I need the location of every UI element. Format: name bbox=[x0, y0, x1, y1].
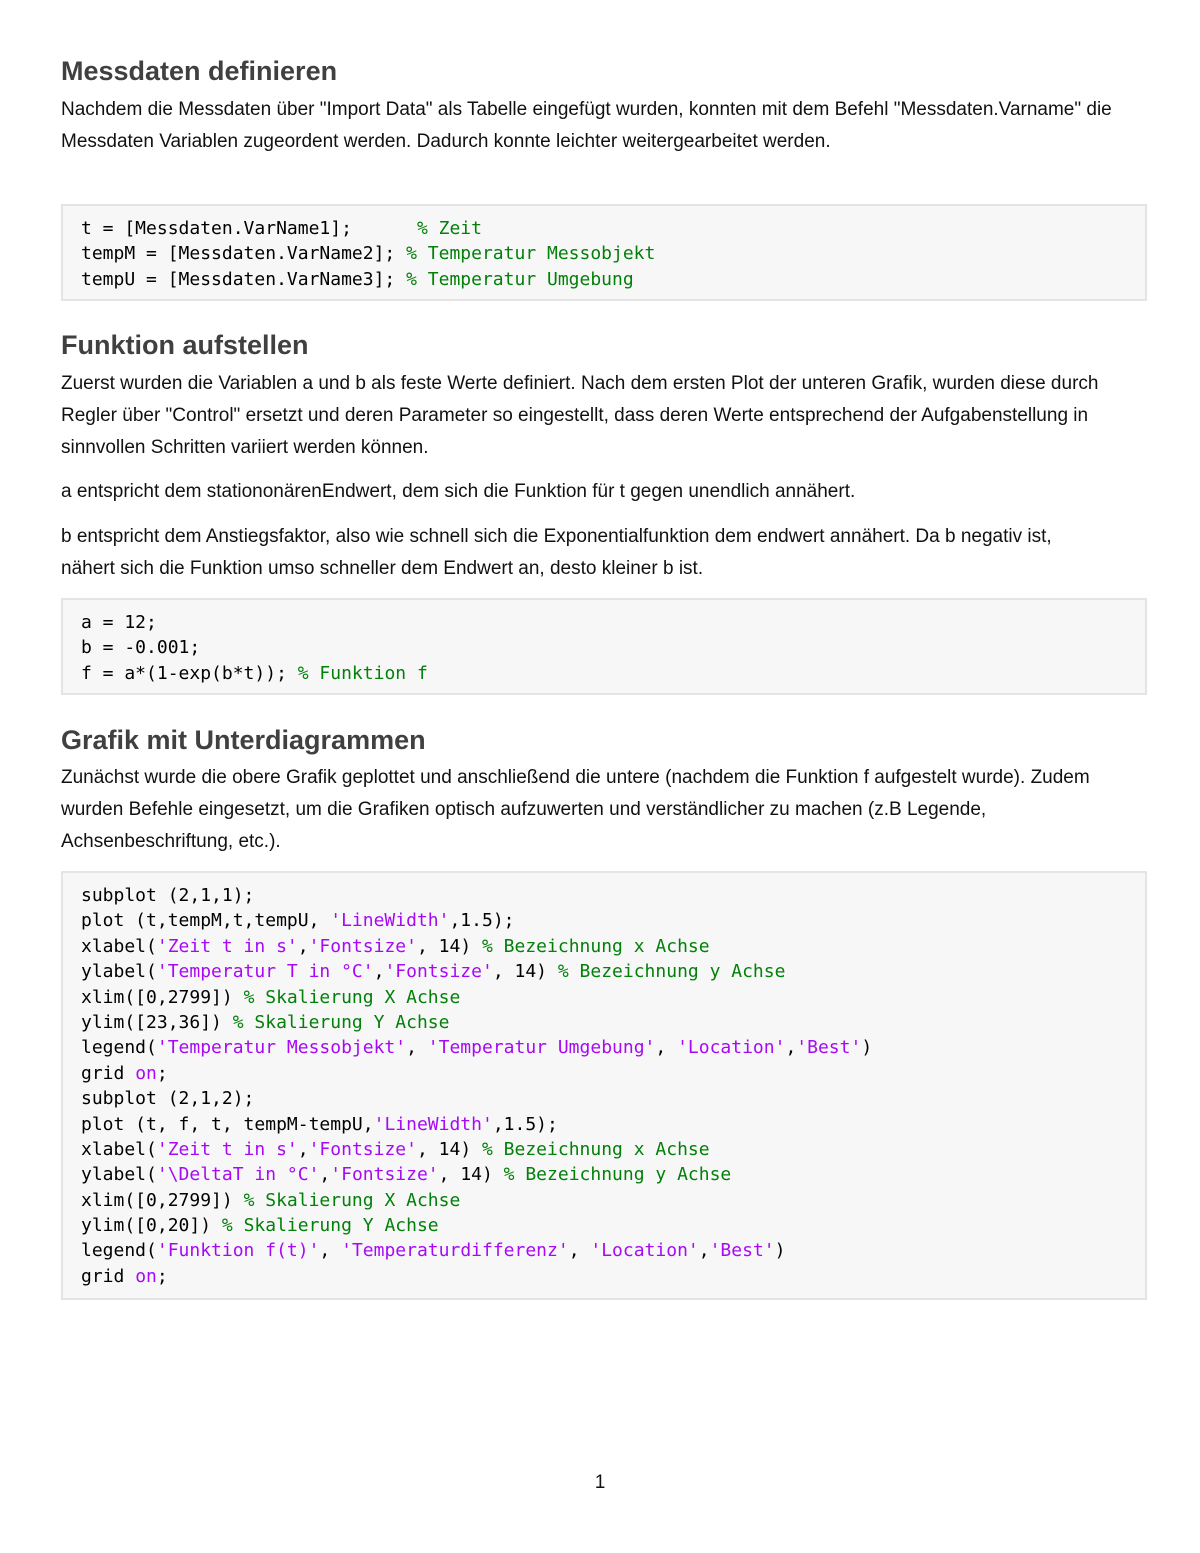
code-text: , bbox=[319, 1164, 331, 1186]
section-heading: Messdaten definieren bbox=[61, 56, 338, 86]
code-line bbox=[81, 216, 1127, 241]
code-line bbox=[81, 635, 1127, 660]
code-line bbox=[81, 959, 1127, 984]
code-text: subplot (2,1,1); bbox=[81, 885, 255, 906]
code-block bbox=[61, 871, 1147, 1300]
code-line bbox=[81, 1238, 1127, 1263]
code-text: ) bbox=[861, 1037, 873, 1059]
code-text: ylim([23,36]) bbox=[81, 1011, 233, 1033]
code-comment: % Bezeichnung x Achse bbox=[482, 935, 710, 957]
code-line bbox=[81, 661, 1127, 686]
code-text: , 14) bbox=[416, 1138, 482, 1160]
code-string: 'Location' bbox=[590, 1240, 699, 1262]
code-text: b = -0.001; bbox=[81, 637, 201, 659]
code-string: 'Temperaturdifferenz' bbox=[341, 1240, 569, 1262]
code-text: , bbox=[297, 935, 309, 957]
code-string: 'Zeit t in s' bbox=[156, 1138, 298, 1160]
code-string: 'Temperatur Umgebung' bbox=[427, 1037, 656, 1059]
code-line bbox=[81, 610, 1127, 635]
code-line bbox=[81, 985, 1127, 1010]
code-line bbox=[81, 1264, 1127, 1289]
code-text: , 14) bbox=[438, 1164, 504, 1186]
code-text: plot (t,tempM,t,tempU, bbox=[81, 910, 331, 932]
code-text: , bbox=[319, 1240, 342, 1262]
code-text: grid bbox=[81, 1062, 136, 1084]
code-text: grid bbox=[81, 1265, 136, 1287]
code-text: xlim([0,2799]) bbox=[81, 986, 244, 1008]
code-string: 'LineWidth' bbox=[373, 1113, 493, 1135]
code-line bbox=[81, 1035, 1127, 1060]
code-string: 'Fontsize' bbox=[384, 961, 493, 983]
section-paragraph: Nachdem die Messdaten über "Import Data" als Tabelle eingefügt wurden, konnten mit dem Befehl "Messdaten.Varname" die Messdaten Variablen zugeordent werden. Dadurch konnte leichter weitergearbeitet werden. bbox=[61, 99, 1112, 152]
code-text: tempM = [Messdaten.VarName2]; bbox=[81, 243, 407, 265]
code-text: xlabel( bbox=[81, 1138, 157, 1160]
code-text: , bbox=[655, 1037, 678, 1059]
code-string: 'Temperatur T in °C' bbox=[156, 961, 374, 983]
code-comment: % Skalierung X Achse bbox=[243, 986, 461, 1008]
code-text: f = a*(1-exp(b*t)); bbox=[81, 662, 298, 684]
code-string: 'Best' bbox=[709, 1240, 775, 1262]
code-text: , bbox=[785, 1037, 797, 1059]
code-string: 'Location' bbox=[677, 1037, 786, 1059]
code-text: plot (t, f, t, tempM-tempU, bbox=[81, 1113, 374, 1135]
code-text: , bbox=[568, 1240, 591, 1262]
code-text: ylim([0,20]) bbox=[81, 1215, 222, 1237]
section-paragraph: a entspricht dem stationonärenEndwert, dem sich die Funktion für t gegen unendlich annähert. bbox=[61, 481, 856, 502]
code-string: '\DeltaT in °C' bbox=[156, 1164, 320, 1186]
section-paragraph: Zunächst wurde die obere Grafik geplottet und anschließend die untere (nachdem die Funktion f aufgestelt wurde). Zudem wurden Befehle eingesetzt, um die Grafiken optisch aufzuwerten und verständlicher zu machen (z.B Legende, Achsenbeschriftung, etc.). bbox=[61, 767, 1090, 852]
code-text: xlabel( bbox=[81, 935, 157, 957]
section-paragraph: b entspricht dem Anstiegsfaktor, also wie schnell sich die Exponentialfunktion dem endwert annähert. Da b negativ ist, nähert sich die Funktion umso schneller dem Endwert an, desto kleiner b ist. bbox=[61, 526, 1052, 579]
code-comment: % Funktion f bbox=[297, 662, 428, 684]
code-text: a = 12; bbox=[81, 612, 157, 633]
code-line bbox=[81, 1061, 1127, 1086]
code-string: 'Fontsize' bbox=[308, 1138, 417, 1160]
code-comment: % Temperatur Messobjekt bbox=[406, 243, 656, 265]
code-text: ylabel( bbox=[81, 1164, 157, 1186]
code-string: 'Funktion f(t)' bbox=[156, 1240, 320, 1262]
code-text: xlim([0,2799]) bbox=[81, 1189, 244, 1211]
code-text: , 14) bbox=[492, 961, 558, 983]
code-text: ; bbox=[156, 1062, 168, 1084]
code-line bbox=[81, 908, 1127, 933]
code-string: 'Zeit t in s' bbox=[156, 935, 298, 957]
code-line bbox=[81, 267, 1127, 292]
code-string: on bbox=[135, 1062, 157, 1084]
section-heading: Funktion aufstellen bbox=[61, 330, 309, 360]
code-text: ylabel( bbox=[81, 961, 157, 983]
code-text: legend( bbox=[81, 1240, 157, 1262]
code-line bbox=[81, 1137, 1127, 1162]
code-block bbox=[61, 204, 1147, 301]
code-comment: % Bezeichnung y Achse bbox=[557, 961, 786, 983]
code-text: , bbox=[698, 1240, 710, 1262]
code-text: ,1.5); bbox=[449, 910, 515, 932]
code-text: , bbox=[297, 1138, 309, 1160]
code-comment: % Temperatur Umgebung bbox=[406, 268, 634, 290]
code-text: ; bbox=[156, 1265, 168, 1287]
code-line bbox=[81, 1010, 1127, 1035]
code-string: 'Fontsize' bbox=[330, 1164, 439, 1186]
code-comment: % Skalierung Y Achse bbox=[232, 1011, 450, 1033]
section-paragraph: Zuerst wurden die Variablen a und b als feste Werte definiert. Nach dem ersten Plot der unteren Grafik, wurden diese durch Regler über "Control" ersetzt und deren Parameter so eingestellt, dass deren Werte entsprechend der Aufgabenstellung in sinnvollen Schritten variiert werden können. bbox=[61, 373, 1099, 458]
code-text: t = [Messdaten.VarName1]; bbox=[81, 218, 417, 239]
code-string: 'LineWidth' bbox=[330, 910, 450, 932]
code-string: 'Temperatur Messobjekt' bbox=[156, 1037, 407, 1059]
code-line bbox=[81, 1213, 1127, 1238]
code-text: subplot (2,1,2); bbox=[81, 1088, 255, 1110]
code-comment: % Zeit bbox=[416, 218, 482, 239]
code-text: tempU = [Messdaten.VarName3]; bbox=[81, 268, 407, 290]
code-text: ) bbox=[774, 1240, 786, 1262]
code-text: , bbox=[373, 961, 385, 983]
code-line bbox=[81, 1162, 1127, 1187]
code-string: 'Best' bbox=[796, 1037, 862, 1059]
code-line bbox=[81, 934, 1127, 959]
code-line bbox=[81, 1086, 1127, 1111]
code-text: , bbox=[406, 1037, 428, 1059]
code-comment: % Bezeichnung x Achse bbox=[482, 1138, 710, 1160]
code-line bbox=[81, 1188, 1127, 1213]
code-comment: % Skalierung X Achse bbox=[243, 1189, 461, 1211]
section-heading: Grafik mit Unterdiagrammen bbox=[61, 725, 426, 755]
code-text: legend( bbox=[81, 1037, 157, 1059]
code-text: , 14) bbox=[416, 935, 482, 957]
code-line bbox=[81, 241, 1127, 266]
code-text: ,1.5); bbox=[492, 1113, 558, 1135]
code-comment: % Bezeichnung y Achse bbox=[503, 1164, 732, 1186]
code-comment: % Skalierung Y Achse bbox=[221, 1215, 439, 1237]
code-line bbox=[81, 1112, 1127, 1137]
code-string: 'Fontsize' bbox=[308, 935, 417, 957]
code-line bbox=[81, 883, 1127, 908]
code-block bbox=[61, 598, 1147, 695]
code-string: on bbox=[135, 1265, 157, 1287]
page-number: 1 bbox=[594, 1472, 606, 1493]
